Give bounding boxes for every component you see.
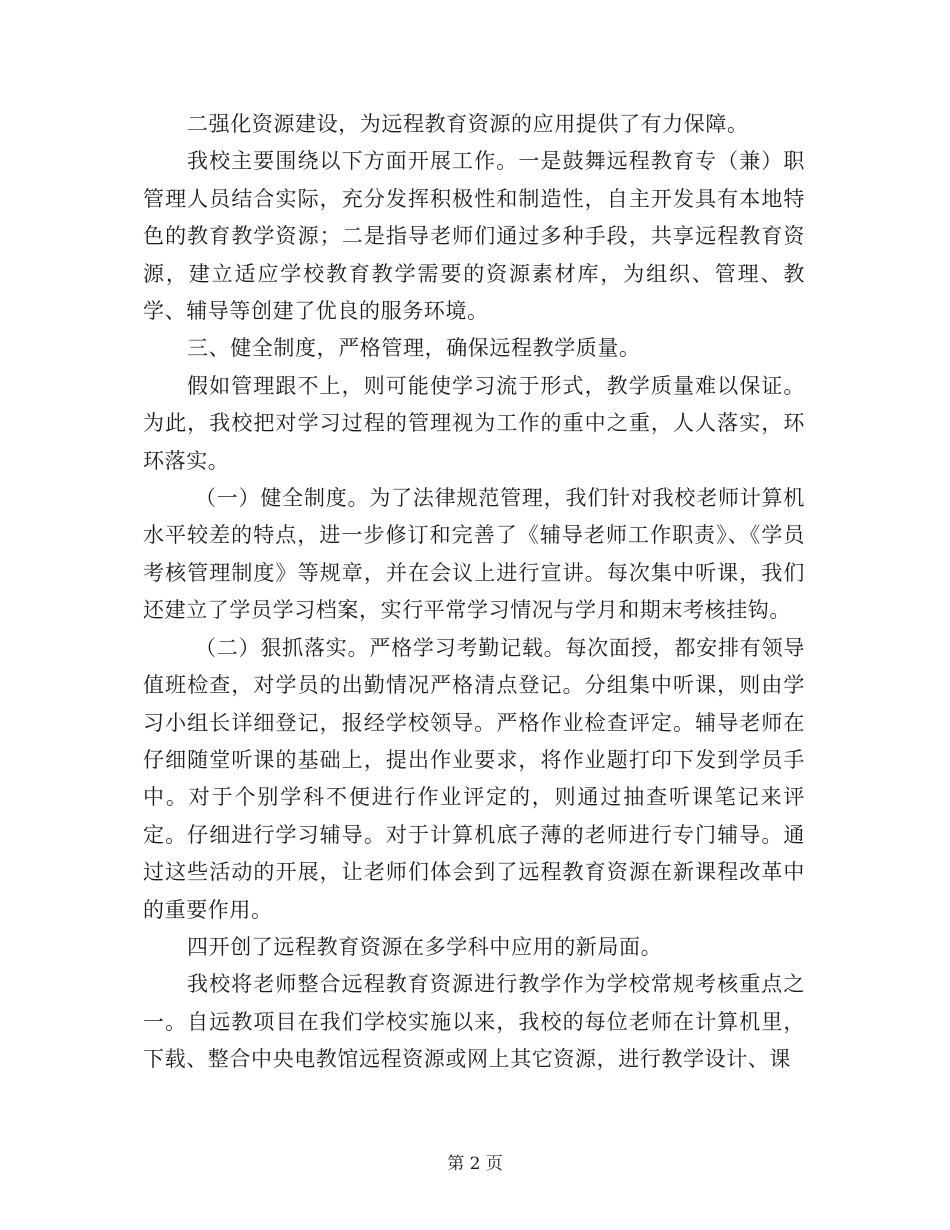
- document-body: [143, 106, 805, 1079]
- paragraph-management-importance: 假如管理跟不上，则可能使学习流于形式，教学质量难以保证。为此，我校把对学习过程的管理视为工作的重中之重，人人落实，环环落实。: [143, 373, 805, 473]
- paragraph-system-improvement: （一）健全制度。为了法律规范管理，我们针对我校老师计算机水平较差的特点，进一步修订和完善了《辅导老师工作职责》、《学员考核管理制度》等规章，并在会议上进行宣讲。每次集中听课，我们还建立了学员学习档案，实行平常学习情况与学月和期末考核挂钩。: [143, 486, 805, 623]
- paragraph-implementation: （二）狠抓落实。严格学习考勤记载。每次面授，都安排有领导值班检查，对学员的出勤情况严格清点登记。分组集中听课，则由学习小组长详细登记，报经学校领导。严格作业检查评定。辅导老师在仔细随堂听课的基础上，提出作业要求，将作业题打印下发到学员手中。对于个别学科不便进行作业评定的，则通过抽查听课笔记来评定。仔细进行学习辅导。对于计算机底子薄的老师进行专门辅导。通过这些活动的开展，让老师们体会到了远程教育资源在新课程改革中的重要作用。: [143, 635, 805, 922]
- heading-improve-system: 三、健全制度，严格管理，确保远程教学质量。: [187, 336, 641, 361]
- heading-resource-construction: 二强化资源建设，为远程教育资源的应用提供了有力保障。: [187, 112, 749, 136]
- heading-new-situation: 四开创了远程教育资源在多学科中应用的新局面。: [187, 934, 663, 959]
- paragraph-integration: 我校将老师整合远程教育资源进行教学作为学校常规考核重点之一。自远教项目在我们学校实施以来，我校的每位老师在计算机里，下载、整合中央电教馆远程资源或网上其它资源，进行教学设计、课: [143, 972, 805, 1072]
- paragraph-work-areas: 我校主要围绕以下方面开展工作。一是鼓舞远程教育专（兼）职管理人员结合实际，充分发挥积极性和制造性，自主开发具有本地特色的教育教学资源；二是指导老师们通过多种手段，共享远程教育资源，建立适应学校教育教学需要的资源素材库，为组织、管理、教学、辅导等创建了优良的服务环境。: [143, 149, 805, 324]
- page-number: 第 2 页: [447, 1154, 503, 1174]
